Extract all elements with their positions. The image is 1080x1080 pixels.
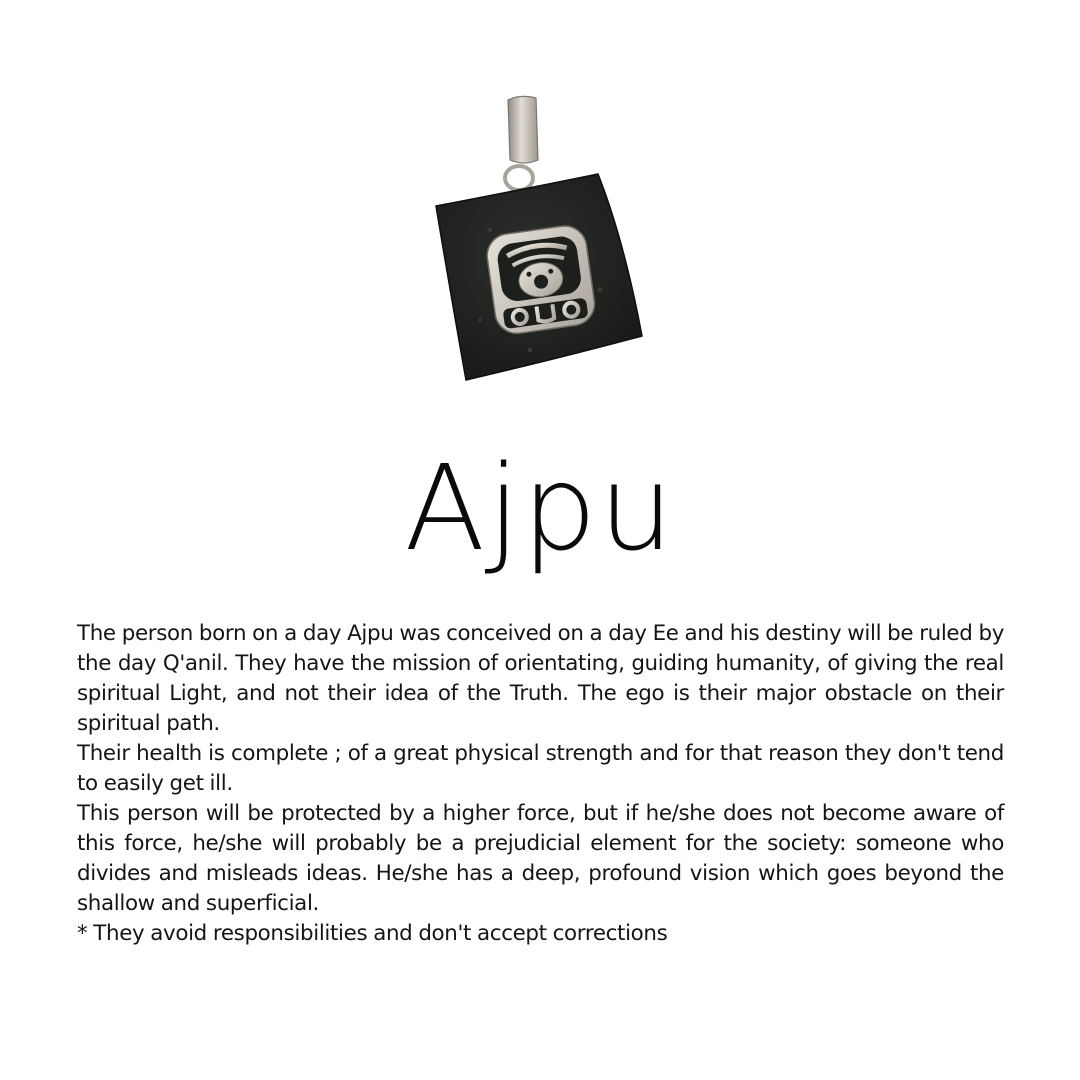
paragraph-protection: This person will be protected by a higher force, but if he/she does not become aware of this force, he/she will probably be a prejudicial element for the society: someone who divides and misleads ideas. He/she has a deep, profound vision which goes beyond the shallow and superficial. (77, 801, 1004, 916)
paragraph-health: Their health is complete ; of a great physical strength and for that reason they don't tend to easily get ill. (77, 741, 1004, 796)
description-text (77, 619, 1004, 949)
pendant-illustration (420, 90, 660, 390)
paragraph-note: * They avoid responsibilities and don't accept corrections (77, 921, 668, 946)
paragraph-destiny: The person born on a day Ajpu was conceived on a day Ee and his destiny will be ruled by the day Q'anil. They have the mission of orientating, guiding humanity, of giving the real spiritual Light, and not their idea of the Truth. The ego is their major obstacle on their spiritual path. (77, 621, 1004, 736)
pendant-bail (505, 96, 538, 190)
pendant-image (420, 90, 660, 390)
ajpu-glyph-icon (484, 223, 597, 336)
page-title: Ajpu (404, 439, 676, 577)
